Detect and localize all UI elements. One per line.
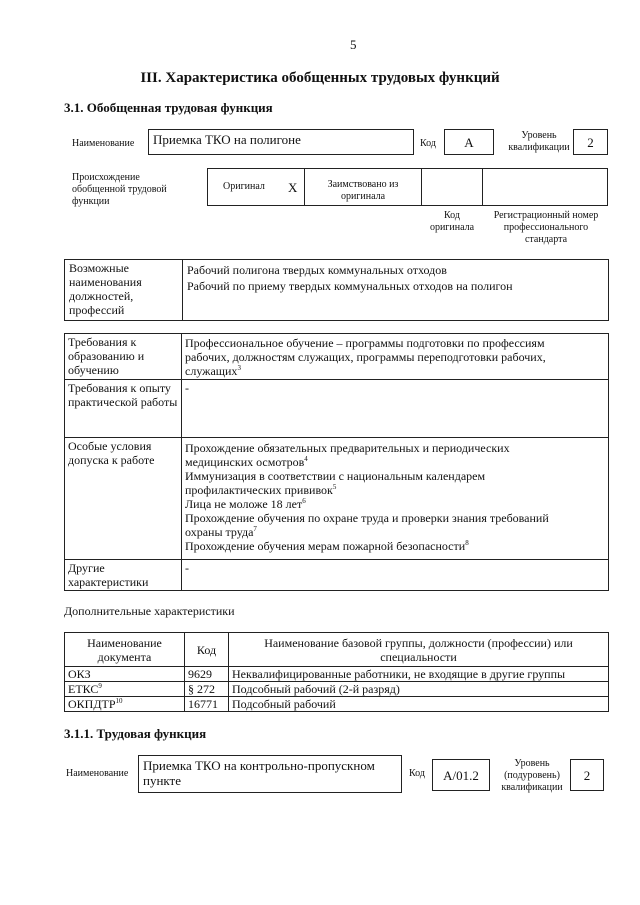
gtf-name-field: Приемка ТКО на полигоне	[148, 129, 414, 155]
additional-code: 16771	[185, 697, 229, 712]
req-special-line: Прохождение обучения мерам пожарной безопасности	[185, 539, 466, 553]
gtf-code-field: A	[444, 129, 494, 155]
orig-code-cell	[421, 168, 483, 206]
tf-level-line: Уровень	[514, 758, 550, 769]
req-special-line: профилактических прививок	[185, 483, 333, 497]
additional-name: Подсобный рабочий	[229, 697, 609, 712]
table-row	[65, 682, 609, 697]
additional-title: Дополнительные характеристики	[64, 604, 235, 618]
tf-level-field: 2	[570, 759, 604, 791]
section-title: III. Характеристика обобщенных трудовых функций	[140, 70, 500, 86]
gtf-heading: 3.1. Обобщенная трудовая функция	[64, 100, 273, 115]
tf-code-field: A/01.2	[432, 759, 490, 791]
tf-name-line: пункте	[143, 773, 182, 788]
req-education-line: служащих	[185, 364, 238, 378]
footnote-ref: 5	[332, 483, 337, 491]
tf-name-line: Приемка ТКО на контрольно-пропускном	[143, 758, 375, 773]
req-special-value	[182, 438, 609, 560]
positions-label: Возможные наименования должностей, профессий	[69, 261, 142, 317]
req-special-line: Лица не моложе 18 лет	[185, 497, 303, 511]
req-education-line: рабочих, должностям служащих, программы переподготовки рабочих,	[185, 350, 546, 364]
tf-heading: 3.1.1. Трудовая функция	[64, 726, 207, 741]
req-special-line: медицинских осмотров	[185, 455, 305, 469]
gtf-level-field: 2	[573, 129, 608, 155]
original-cell	[207, 168, 305, 206]
footnote-ref: 7	[253, 525, 257, 533]
footnote-ref: 4	[304, 455, 308, 463]
additional-doc: ОКЗ	[65, 667, 185, 682]
tf-level-label	[498, 758, 566, 794]
req-special-line: охраны труда	[185, 525, 254, 539]
positions-table	[64, 259, 609, 321]
req-special-line: Прохождение обучения по охране труда и проверки знания требований	[185, 511, 549, 525]
additional-header-code: Код	[185, 633, 229, 667]
reg-number-caption: Регистрационный номер профессионального стандарта	[493, 210, 599, 245]
borrowed-cell: Заимствовано из оригинала	[304, 168, 422, 206]
gtf-name-label: Наименование	[72, 138, 135, 149]
footnote-ref: 6	[302, 497, 306, 505]
footnote-ref: 3	[237, 364, 241, 372]
page-number: 5	[350, 37, 357, 52]
additional-name: Неквалифицированные работники, не входящие в другие группы	[229, 667, 609, 682]
gtf-level-label: Уровень квалификации	[508, 130, 570, 153]
tf-name-field	[138, 755, 402, 793]
req-education-value	[182, 334, 609, 380]
additional-code: 9629	[185, 667, 229, 682]
req-special-line: Прохождение обязательных предварительных и периодических	[185, 441, 510, 455]
req-education-line: Профессиональное обучение – программы подготовки по профессиям	[185, 336, 545, 350]
tf-name-label: Наименование	[66, 768, 129, 779]
req-experience-value: -	[182, 380, 609, 438]
req-experience-label: Требования к опыту практической работы	[65, 380, 182, 438]
req-other-label: Другие характеристики	[65, 560, 182, 591]
positions-divider	[182, 260, 183, 320]
reg-number-cell	[482, 168, 608, 206]
additional-table	[64, 632, 609, 712]
req-special-label: Особые условия допуска к работе	[65, 438, 182, 560]
footnote-ref: 8	[465, 539, 469, 547]
original-label: Оригинал	[223, 181, 265, 192]
requirements-table	[64, 333, 609, 591]
additional-header-doc: Наименование документа	[65, 633, 185, 667]
additional-name: Подсобный рабочий (2-й разряд)	[229, 682, 609, 697]
tf-code-label: Код	[409, 768, 425, 779]
additional-doc: ЕТКС$^9$	[65, 682, 185, 697]
orig-code-caption: Код оригинала	[429, 210, 475, 233]
additional-code: § 272	[185, 682, 229, 697]
origin-label: Происхождение обобщенной трудовой функции	[72, 172, 167, 207]
table-row	[65, 697, 609, 712]
original-mark: X	[288, 180, 298, 195]
position-line-1: Рабочий полигона твердых коммунальных отходов	[187, 263, 447, 277]
tf-level-line: квалификации	[501, 782, 563, 793]
req-special-line: Иммунизация в соответствии с национальным календарем	[185, 469, 486, 483]
additional-doc: ОКПДТР$^{10}$	[65, 697, 185, 712]
req-other-value: -	[182, 560, 609, 591]
tf-level-line: (подуровень)	[504, 770, 560, 781]
table-row	[65, 667, 609, 682]
req-education-label: Требования к образованию и обучению	[65, 334, 182, 380]
position-line-2: Рабочий по приему твердых коммунальных отходов на полигон	[187, 279, 513, 293]
additional-header-name: Наименование базовой группы, должности (профессии) или специальности	[229, 633, 609, 667]
gtf-code-label: Код	[420, 138, 436, 149]
